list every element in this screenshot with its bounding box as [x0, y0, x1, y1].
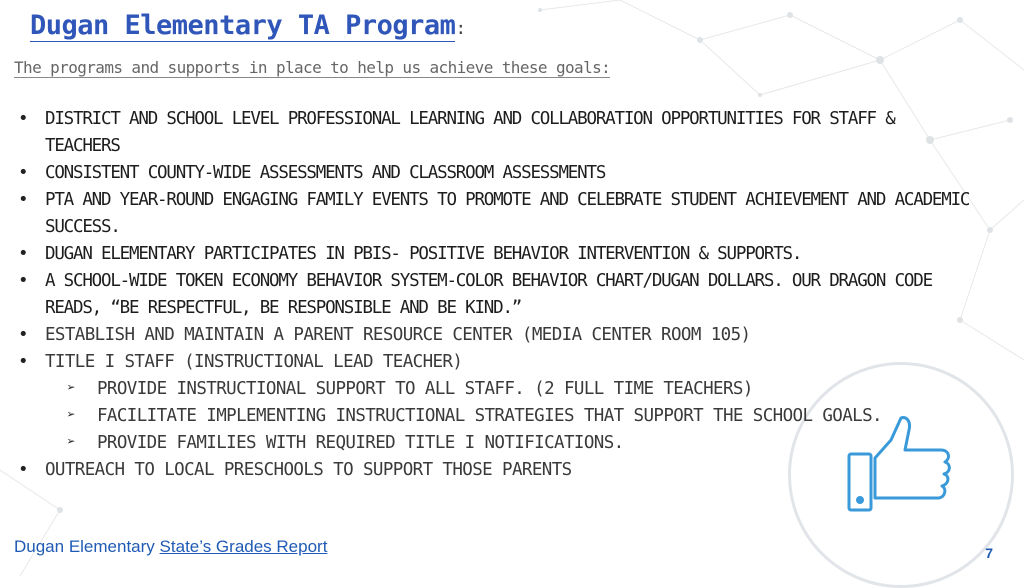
sub-bullet-text: PROVIDE INSTRUCTIONAL SUPPORT TO ALL STAFF. (2 FULL TIME TEACHERS)	[97, 379, 753, 399]
bullet-item: • DISTRICT AND SCHOOL LEVEL PROFESSIONAL LEARNING AND COLLABORATION OPPORTUNITIES FOR STAFF & TEACHERS	[14, 106, 974, 160]
bullet-item: • OUTREACH TO LOCAL PRESCHOOLS TO SUPPORT THOSE PARENTS	[14, 457, 974, 484]
footer	[14, 537, 327, 557]
footer-school-name: Dugan Elementary	[14, 537, 155, 556]
goals-bullet-list	[14, 106, 974, 484]
thumbs-up-icon	[845, 412, 955, 517]
arrow-bullet-icon: ➢	[67, 434, 76, 450]
slide-title-colon: :	[455, 18, 466, 39]
sub-bullet-list	[45, 376, 974, 457]
arrow-bullet-icon: ➢	[67, 407, 76, 423]
sub-bullet-text: FACILITATE IMPLEMENTING INSTRUCTIONAL STRATEGIES THAT SUPPORT THE SCHOOL GOALS.	[97, 406, 882, 426]
bullet-item: • A SCHOOL-WIDE TOKEN ECONOMY BEHAVIOR SYSTEM-COLOR BEHAVIOR CHART/DUGAN DOLLARS. OUR DRAGON CODE READS, “BE RESPECTFUL, BE RESPONSIBLE AND BE KIND.”	[14, 268, 974, 322]
sub-bullet-item	[45, 403, 887, 430]
page-number: 7	[985, 545, 993, 561]
bullet-item: • PTA AND YEAR-ROUND ENGAGING FAMILY EVENTS TO PROMOTE AND CELEBRATE STUDENT ACHIEVEMENT AND ACADEMIC SUCCESS.	[14, 187, 974, 241]
bullet-item: • DUGAN ELEMENTARY PARTICIPATES IN PBIS- POSITIVE BEHAVIOR INTERVENTION & SUPPORTS.	[14, 241, 974, 268]
bullet-item-title-i	[14, 349, 974, 457]
sub-bullet-item	[45, 430, 974, 457]
grades-report-link[interactable]: State’s Grades Report	[159, 537, 328, 556]
bullet-item: • CONSISTENT COUNTY-WIDE ASSESSMENTS AND CLASSROOM ASSESSMENTS	[14, 160, 974, 187]
arrow-bullet-icon: ➢	[67, 380, 76, 396]
slide-title	[30, 10, 466, 41]
sub-bullet-text: PROVIDE FAMILIES WITH REQUIRED TITLE I NOTIFICATIONS.	[97, 433, 624, 453]
bullet-item: • ESTABLISH AND MAINTAIN A PARENT RESOURCE CENTER (MEDIA CENTER ROOM 105)	[14, 322, 835, 349]
slide-subtitle: The programs and supports in place to help us achieve these goals:	[14, 58, 611, 77]
sub-bullet-item	[45, 376, 974, 403]
slide-title-text: Dugan Elementary TA Program	[30, 10, 456, 41]
bullet-item-label: TITLE I STAFF (INSTRUCTIONAL LEAD TEACHER)	[45, 352, 463, 372]
